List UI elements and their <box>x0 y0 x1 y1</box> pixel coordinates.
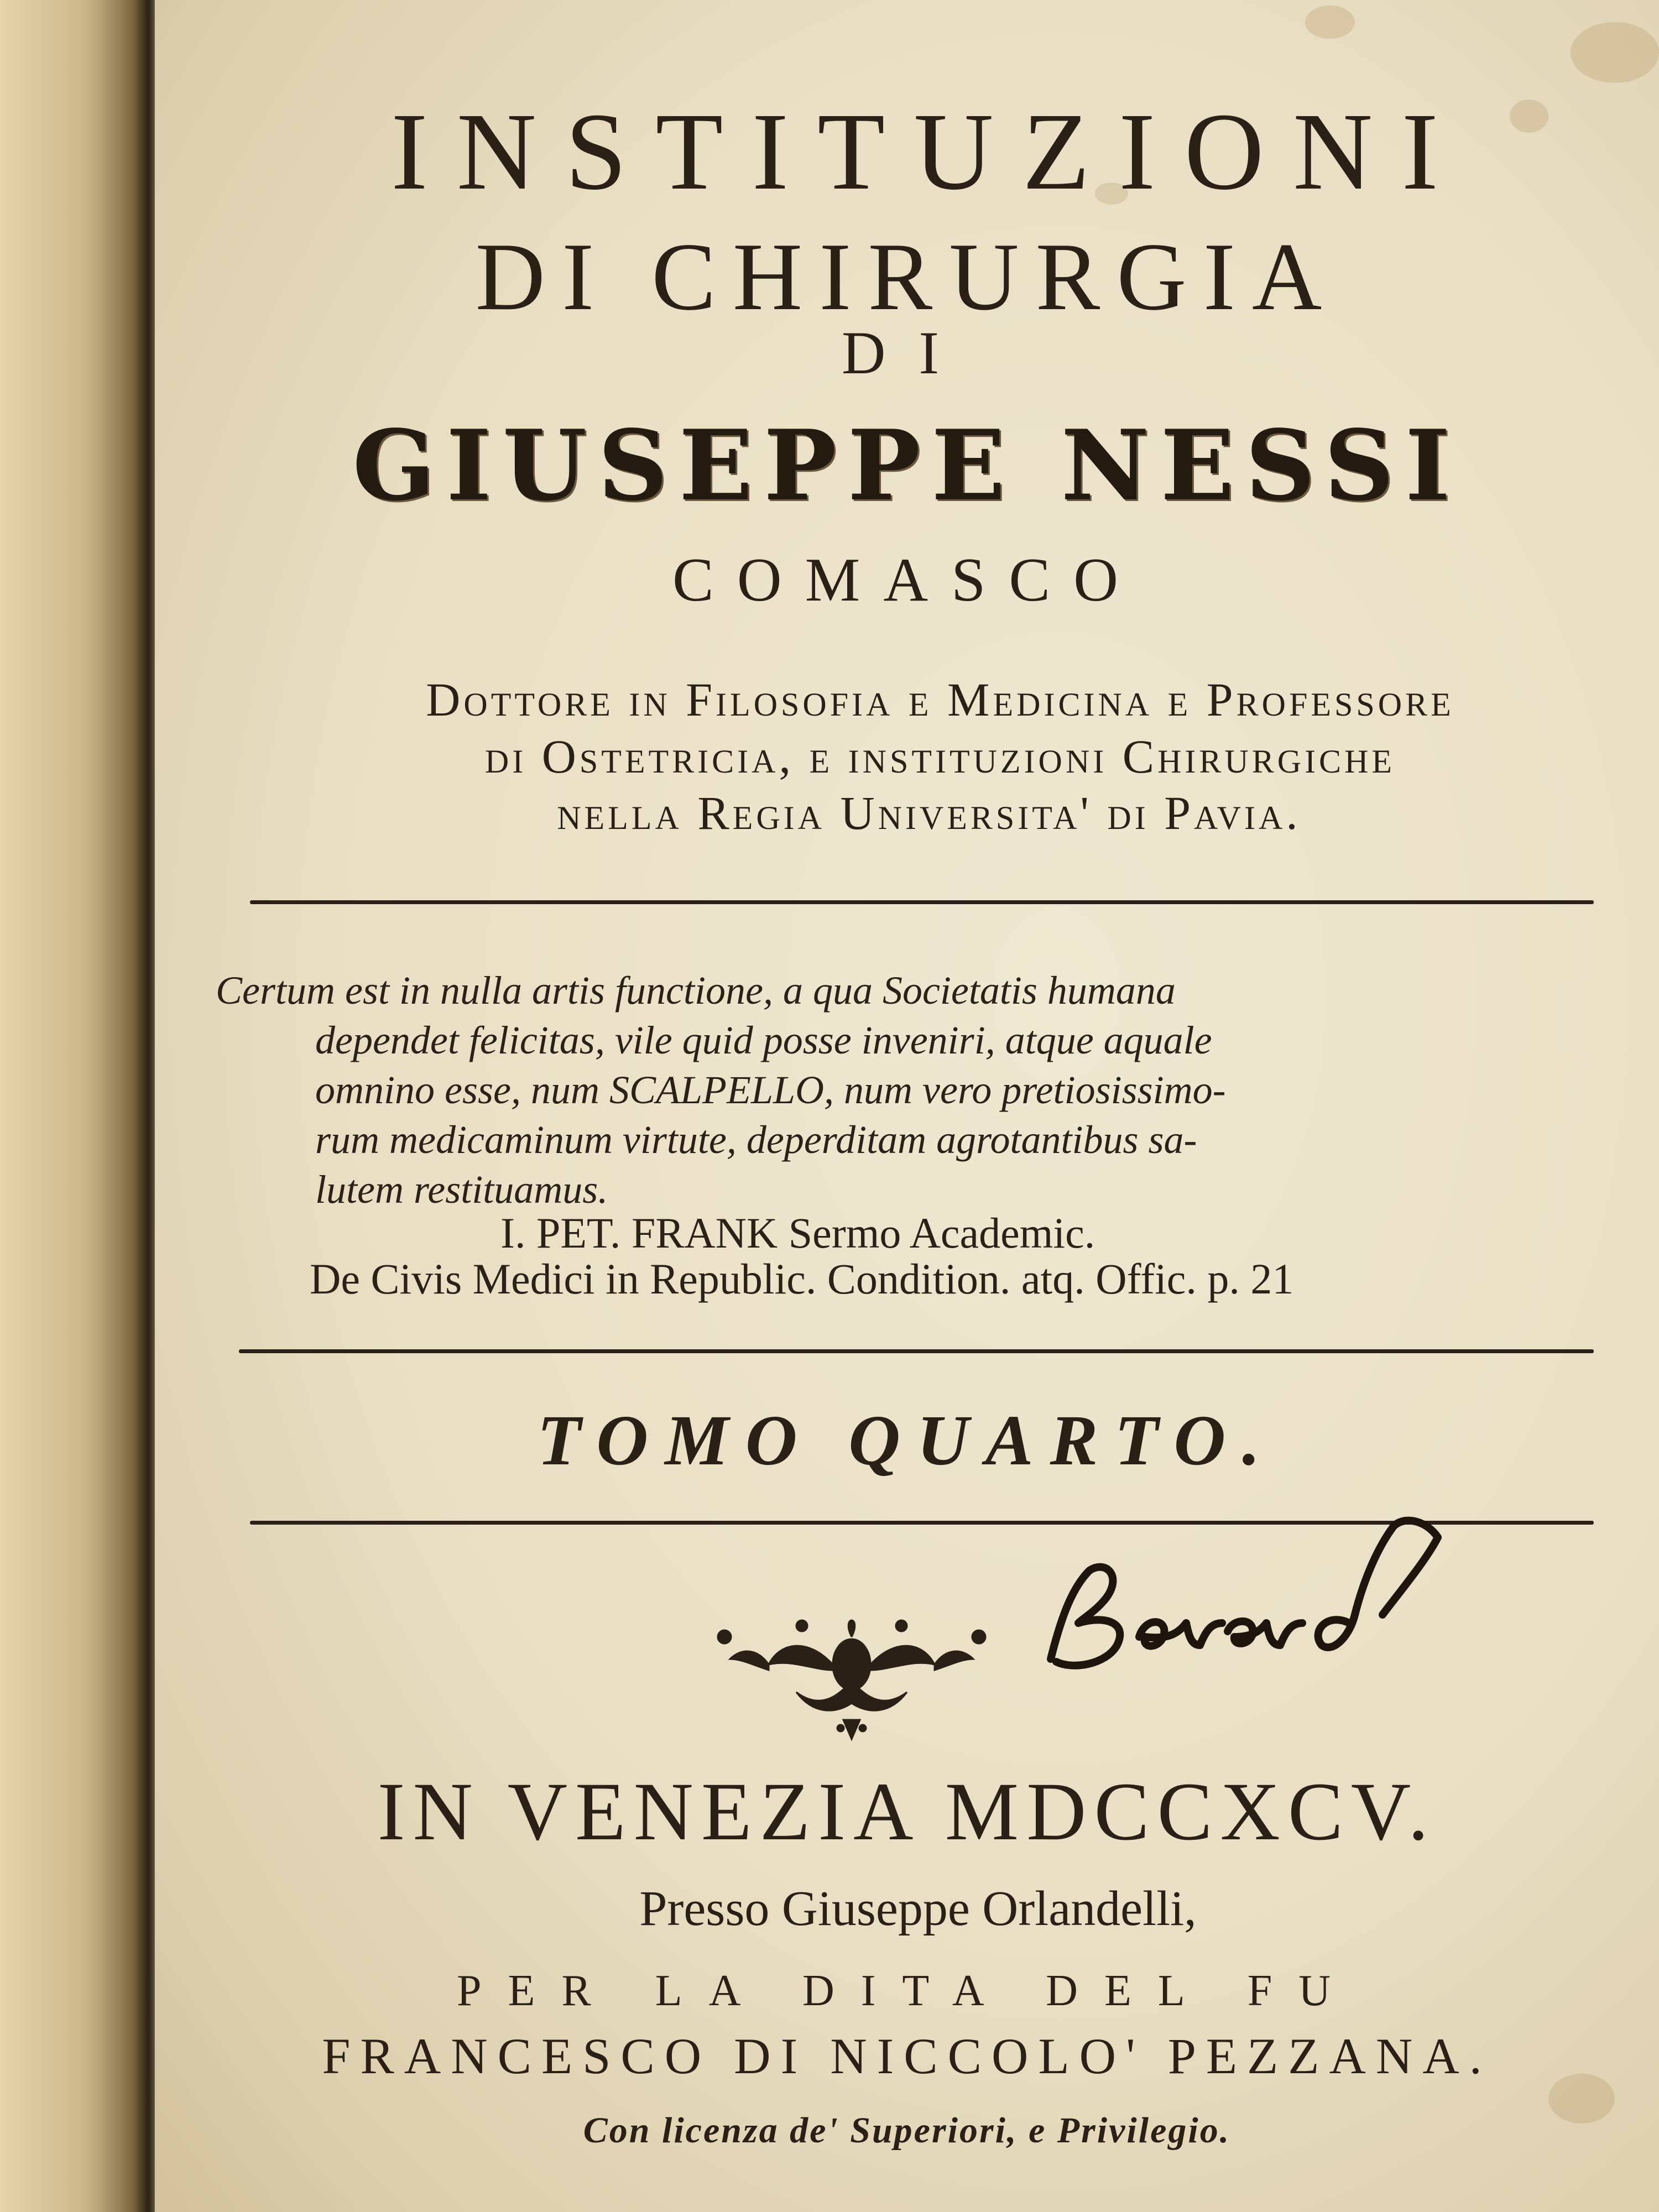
epigraph-line: Certum est in nulla artis functione, a qua Societatis humana <box>216 968 1176 1013</box>
epigraph-line: rum medicaminum virtute, deperditam agrotantibus sa- <box>315 1118 1197 1162</box>
epigraph-line: lutem restituamus. <box>315 1167 608 1212</box>
epigraph-line: omnino esse, num SCALPELLO, num vero pretiosissimo- <box>315 1068 1226 1112</box>
author-credential-line: nella Regia Universita' di Pavia. <box>557 786 1301 839</box>
volume-label: TOMO QUARTO. <box>537 1401 1277 1480</box>
epigraph-citation: I. PET. FRANK Sermo Academic. <box>500 1209 1095 1257</box>
author-credential-line: Dottore in Filosofia e Medicina e Professore <box>426 673 1454 726</box>
heirs-name: FRANCESCO DI NICCOLO' PEZZANA. <box>322 2028 1492 2084</box>
heirs-line: PER LA DITA DEL FU <box>457 1966 1357 2015</box>
book-binding-gutter <box>0 0 166 2212</box>
by-word: DI <box>841 319 973 387</box>
book-title: INSTITUZIONI <box>391 91 1467 213</box>
horizontal-rule <box>250 900 1594 904</box>
author-credential-line: di Ostetricia, e instituzioni Chirurgiche <box>484 730 1396 783</box>
author-origin: COMASCO <box>672 546 1141 614</box>
handwritten-signature <box>1040 1504 1593 1692</box>
license-note: Con licenza de' Superiori, e Privilegio. <box>583 2110 1231 2151</box>
title-page-text <box>155 0 1659 2212</box>
epigraph-line: dependet felicitas, vile quid posse inveniri, atque aquale <box>315 1018 1212 1062</box>
title-page <box>155 0 1659 2212</box>
place-and-date: IN VENEZIA MDCCXCV. <box>377 1766 1437 1858</box>
printers-ornament-icon <box>708 1604 995 1747</box>
epigraph-citation: De Civis Medici in Republic. Condition. atq. Offic. p. 21 <box>310 1255 1294 1303</box>
horizontal-rule <box>239 1349 1594 1353</box>
author-name: GIUSEPPE NESSI <box>352 409 1462 523</box>
printer-name: Presso Giuseppe Orlandelli, <box>639 1881 1197 1936</box>
book-subtitle: DI CHIRURGIA <box>475 223 1339 330</box>
